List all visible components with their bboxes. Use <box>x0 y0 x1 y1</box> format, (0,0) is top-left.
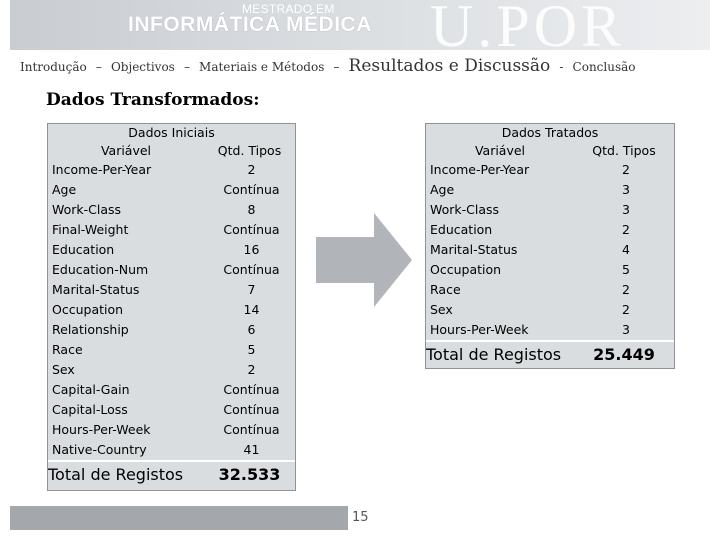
treated-table-row <box>426 280 674 300</box>
breadcrumb-separator: – <box>95 60 102 74</box>
initial-variable-cell: Marital-Status <box>52 282 140 297</box>
initial-variable-cell: Capital-Gain <box>52 382 130 397</box>
initial-types-cell: 14 <box>243 302 260 317</box>
initial-variable-cell: Sex <box>52 362 75 377</box>
treated-types-cell: 2 <box>622 162 630 177</box>
treated-types-cell: 3 <box>622 322 630 337</box>
initial-table-row <box>48 420 295 440</box>
breadcrumb <box>20 56 710 76</box>
initial-variable-cell: Income-Per-Year <box>52 162 152 177</box>
masters-label: MESTRADO EM <box>242 2 335 16</box>
initial-total-label: Total de Registos <box>48 465 184 484</box>
initial-types-cell: 7 <box>247 282 256 297</box>
initial-table-row <box>48 220 295 240</box>
initial-types-cell: 41 <box>243 442 260 457</box>
initial-types-cell: Contínua <box>223 422 280 437</box>
breadcrumb-separator: - <box>559 60 564 74</box>
treated-variable-cell: Sex <box>430 302 453 317</box>
initial-total-row <box>48 460 295 488</box>
initial-types-cell: 8 <box>247 202 256 217</box>
treated-variable-cell: Work-Class <box>430 202 500 217</box>
initial-types-cell: 2 <box>247 362 256 377</box>
treated-variable-cell: Education <box>430 222 493 237</box>
treated-table-row <box>426 260 674 280</box>
treated-table-row <box>426 180 674 200</box>
brand-title: INFORMÁTICA MÉDICA <box>128 13 372 36</box>
initial-types-cell: Contínua <box>223 402 280 417</box>
initial-table-row <box>48 240 295 260</box>
initial-variable-cell: Education <box>52 242 115 257</box>
initial-table-row <box>48 300 295 320</box>
treated-types-cell: 3 <box>622 202 630 217</box>
right-arrow-icon <box>316 213 412 307</box>
initial-table-header-row <box>48 141 295 160</box>
breadcrumb-item-intro: Introdução <box>20 60 87 74</box>
treated-types-cell: 2 <box>622 222 630 237</box>
initial-table-row <box>48 180 295 200</box>
initial-types-cell: 16 <box>243 242 260 257</box>
initial-types-cell: Contínua <box>223 182 280 197</box>
footer-panel <box>348 506 710 530</box>
treated-table-row <box>426 300 674 320</box>
initial-variable-cell: Capital-Loss <box>52 402 128 417</box>
initial-types-cell: Contínua <box>223 382 280 397</box>
initial-col-types-header: Qtd. Tipos <box>217 143 282 158</box>
treated-variable-cell: Marital-Status <box>430 242 518 257</box>
treated-table-row <box>426 160 674 180</box>
treated-total-label: Total de Registos <box>426 345 562 364</box>
treated-data-table <box>425 123 675 369</box>
treated-variable-cell: Occupation <box>430 262 502 277</box>
breadcrumb-item-results-current: Resultados e Discussão <box>348 56 551 76</box>
initial-variable-cell: Hours-Per-Week <box>52 422 151 437</box>
breadcrumb-item-methods: Materiais e Métodos <box>199 60 325 74</box>
breadcrumb-separator: – <box>183 60 190 74</box>
treated-table-row <box>426 220 674 240</box>
initial-table-row <box>48 260 295 280</box>
initial-types-cell: 5 <box>247 342 256 357</box>
initial-table-row <box>48 440 295 460</box>
initial-table-row <box>48 200 295 220</box>
initial-data-table <box>47 123 296 491</box>
treated-types-cell: 3 <box>622 182 630 197</box>
initial-col-variable-header: Variável <box>100 143 152 158</box>
treated-types-cell: 2 <box>622 282 630 297</box>
initial-table-row <box>48 160 295 180</box>
initial-types-cell: Contínua <box>223 222 280 237</box>
treated-types-cell: 5 <box>622 262 630 277</box>
header-banner <box>10 0 710 50</box>
treated-table-row <box>426 200 674 220</box>
footer-bar <box>10 506 710 530</box>
breadcrumb-item-objectives: Objectivos <box>110 60 175 74</box>
initial-variable-cell: Race <box>52 342 83 357</box>
treated-table-header-row <box>426 141 674 160</box>
initial-table-row <box>48 400 295 420</box>
treated-variable-cell: Hours-Per-Week <box>430 322 529 337</box>
treated-types-cell: 2 <box>622 302 630 317</box>
treated-types-cell: 4 <box>622 242 630 257</box>
initial-variable-cell: Final-Weight <box>52 222 129 237</box>
initial-types-cell: Contínua <box>223 262 280 277</box>
treated-total-row <box>426 340 674 368</box>
treated-col-types-header: Qtd. Tipos <box>592 143 656 158</box>
initial-table-row <box>48 280 295 300</box>
initial-variable-cell: Relationship <box>52 322 129 337</box>
treated-table-row <box>426 320 674 340</box>
breadcrumb-item-conclusion: Conclusão <box>572 60 636 74</box>
treated-variable-cell: Race <box>430 282 461 297</box>
initial-table-row <box>48 380 295 400</box>
initial-variable-cell: Native-Country <box>52 442 147 457</box>
initial-table-title: Dados Iniciais <box>128 125 215 140</box>
initial-variable-cell: Education-Num <box>52 262 149 277</box>
initial-total-value: 32.533 <box>218 465 281 484</box>
treated-total-value: 25.449 <box>593 345 655 364</box>
treated-table-row <box>426 240 674 260</box>
treated-variable-cell: Income-Per-Year <box>430 162 530 177</box>
initial-table-row <box>48 340 295 360</box>
section-title: Dados Transformados: <box>46 90 260 110</box>
initial-variable-cell: Age <box>52 182 77 197</box>
treated-col-variable-header: Variável <box>474 143 526 158</box>
page-number: 15 <box>352 510 369 525</box>
initial-variable-cell: Work-Class <box>52 202 122 217</box>
initial-variable-cell: Occupation <box>52 302 124 317</box>
initial-types-cell: 6 <box>247 322 256 337</box>
initial-types-cell: 2 <box>247 162 256 177</box>
breadcrumb-separator: – <box>333 60 340 74</box>
treated-table-title: Dados Tratados <box>501 125 599 140</box>
uporto-logo: U.POR <box>430 0 626 50</box>
initial-table-row <box>48 360 295 380</box>
treated-variable-cell: Age <box>430 182 455 197</box>
initial-table-row <box>48 320 295 340</box>
